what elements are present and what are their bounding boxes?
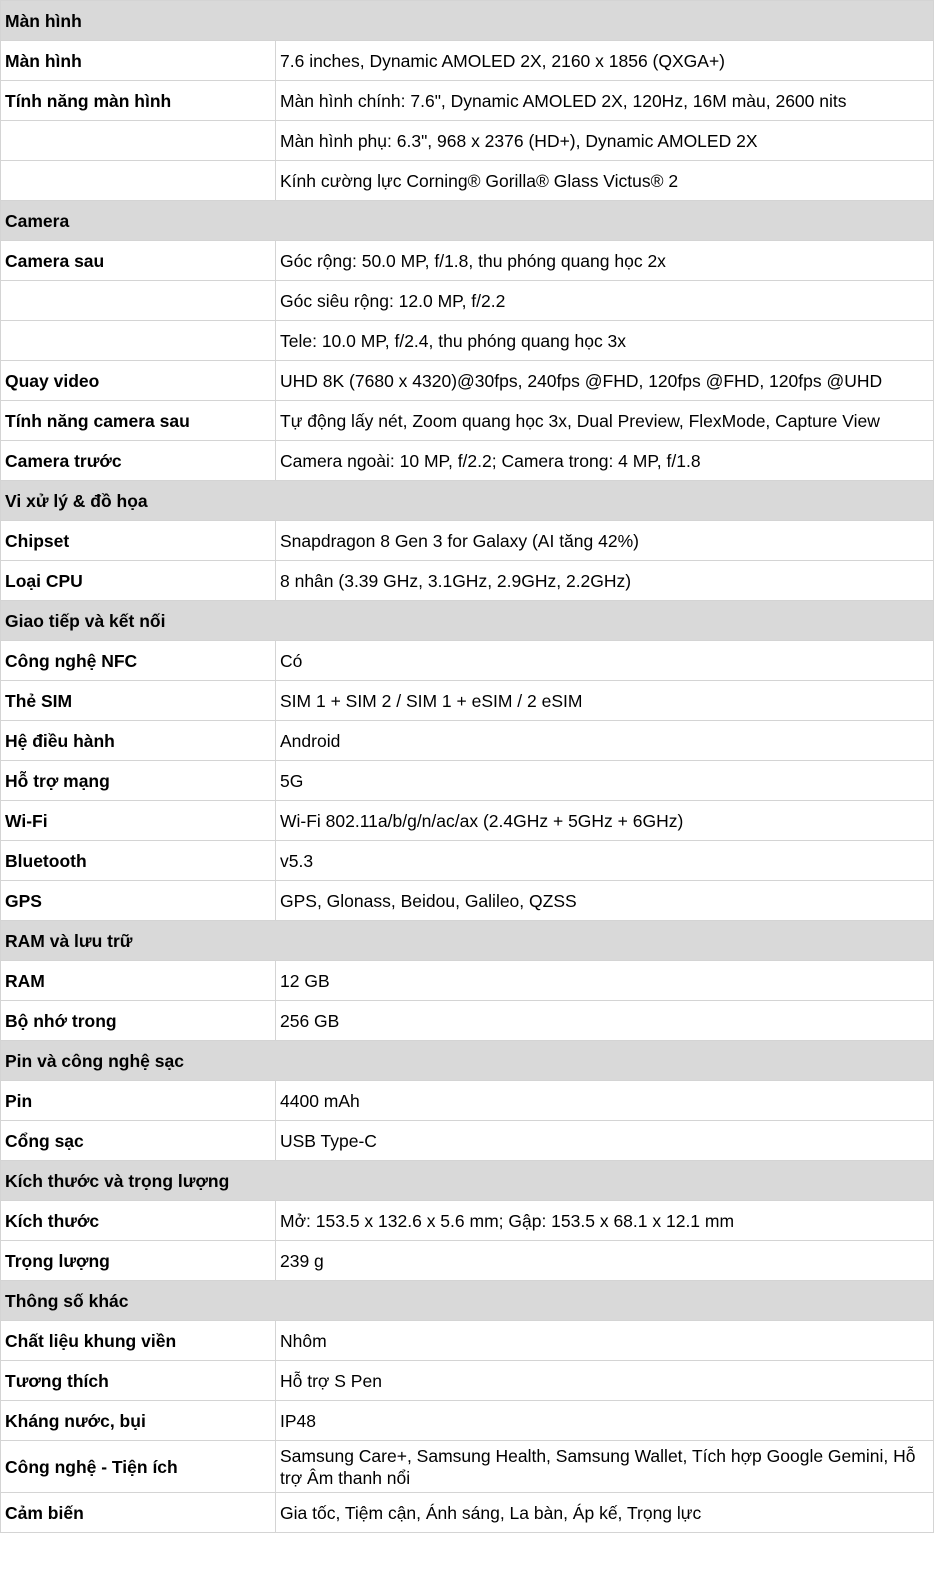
section-title: RAM và lưu trữ bbox=[1, 921, 934, 961]
spec-value: Wi-Fi 802.11a/b/g/n/ac/ax (2.4GHz + 5GHz + 6GHz) bbox=[276, 801, 934, 841]
section-header-screen bbox=[1, 1, 934, 41]
spec-value: 5G bbox=[276, 761, 934, 801]
spec-value: Snapdragon 8 Gen 3 for Galaxy (AI tăng 42%) bbox=[276, 521, 934, 561]
spec-label: Tương thích bbox=[1, 1361, 276, 1401]
table-row bbox=[1, 761, 934, 801]
spec-label bbox=[1, 121, 276, 161]
table-row bbox=[1, 161, 934, 201]
section-title: Kích thước và trọng lượng bbox=[1, 1161, 934, 1201]
spec-label: Bluetooth bbox=[1, 841, 276, 881]
section-header-dimensions bbox=[1, 1161, 934, 1201]
spec-value: UHD 8K (7680 x 4320)@30fps, 240fps @FHD, 120fps @FHD, 120fps @UHD bbox=[276, 361, 934, 401]
section-title: Camera bbox=[1, 201, 934, 241]
spec-value: Samsung Care+, Samsung Health, Samsung Wallet, Tích hợp Google Gemini, Hỗ trợ Âm thanh nổi bbox=[276, 1441, 934, 1493]
table-row bbox=[1, 321, 934, 361]
spec-value: USB Type-C bbox=[276, 1121, 934, 1161]
table-row bbox=[1, 401, 934, 441]
spec-label: RAM bbox=[1, 961, 276, 1001]
table-row bbox=[1, 961, 934, 1001]
spec-label: Camera sau bbox=[1, 241, 276, 281]
spec-value: Gia tốc, Tiệm cận, Ánh sáng, La bàn, Áp kế, Trọng lực bbox=[276, 1493, 934, 1533]
table-row bbox=[1, 241, 934, 281]
spec-value: 7.6 inches, Dynamic AMOLED 2X, 2160 x 1856 (QXGA+) bbox=[276, 41, 934, 81]
spec-value: 8 nhân (3.39 GHz, 3.1GHz, 2.9GHz, 2.2GHz) bbox=[276, 561, 934, 601]
table-row bbox=[1, 121, 934, 161]
spec-label bbox=[1, 281, 276, 321]
table-row bbox=[1, 1121, 934, 1161]
spec-value: Màn hình phụ: 6.3", 968 x 2376 (HD+), Dynamic AMOLED 2X bbox=[276, 121, 934, 161]
table-row bbox=[1, 281, 934, 321]
table-row bbox=[1, 1001, 934, 1041]
spec-value: v5.3 bbox=[276, 841, 934, 881]
table-row bbox=[1, 1441, 934, 1493]
spec-value: Camera ngoài: 10 MP, f/2.2; Camera trong: 4 MP, f/1.8 bbox=[276, 441, 934, 481]
spec-label: Thẻ SIM bbox=[1, 681, 276, 721]
table-row bbox=[1, 1361, 934, 1401]
table-row bbox=[1, 801, 934, 841]
table-row bbox=[1, 441, 934, 481]
spec-label: Bộ nhớ trong bbox=[1, 1001, 276, 1041]
spec-value: Hỗ trợ S Pen bbox=[276, 1361, 934, 1401]
spec-label: Hỗ trợ mạng bbox=[1, 761, 276, 801]
spec-value: Kính cường lực Corning® Gorilla® Glass Victus® 2 bbox=[276, 161, 934, 201]
spec-label: GPS bbox=[1, 881, 276, 921]
section-header-other bbox=[1, 1281, 934, 1321]
spec-value: 256 GB bbox=[276, 1001, 934, 1041]
spec-label: Chất liệu khung viền bbox=[1, 1321, 276, 1361]
table-row bbox=[1, 1081, 934, 1121]
spec-value: IP48 bbox=[276, 1401, 934, 1441]
spec-label: Cảm biến bbox=[1, 1493, 276, 1533]
spec-label: Chipset bbox=[1, 521, 276, 561]
spec-value: 239 g bbox=[276, 1241, 934, 1281]
table-row bbox=[1, 1201, 934, 1241]
spec-label: Wi-Fi bbox=[1, 801, 276, 841]
spec-value: 4400 mAh bbox=[276, 1081, 934, 1121]
spec-label bbox=[1, 321, 276, 361]
spec-value: GPS, Glonass, Beidou, Galileo, QZSS bbox=[276, 881, 934, 921]
spec-label: Loại CPU bbox=[1, 561, 276, 601]
spec-label: Màn hình bbox=[1, 41, 276, 81]
table-row bbox=[1, 521, 934, 561]
section-title: Thông số khác bbox=[1, 1281, 934, 1321]
spec-label: Tính năng camera sau bbox=[1, 401, 276, 441]
section-header-storage bbox=[1, 921, 934, 961]
table-row bbox=[1, 361, 934, 401]
table-row bbox=[1, 841, 934, 881]
spec-value: SIM 1 + SIM 2 / SIM 1 + eSIM / 2 eSIM bbox=[276, 681, 934, 721]
spec-value: Nhôm bbox=[276, 1321, 934, 1361]
spec-label bbox=[1, 161, 276, 201]
spec-value: Tele: 10.0 MP, f/2.4, thu phóng quang học 3x bbox=[276, 321, 934, 361]
section-header-camera bbox=[1, 201, 934, 241]
section-title: Vi xử lý & đồ họa bbox=[1, 481, 934, 521]
spec-value: 12 GB bbox=[276, 961, 934, 1001]
spec-value: Màn hình chính: 7.6", Dynamic AMOLED 2X, 120Hz, 16M màu, 2600 nits bbox=[276, 81, 934, 121]
spec-label: Cổng sạc bbox=[1, 1121, 276, 1161]
section-title: Pin và công nghệ sạc bbox=[1, 1041, 934, 1081]
table-row bbox=[1, 681, 934, 721]
spec-label: Quay video bbox=[1, 361, 276, 401]
section-title: Giao tiếp và kết nối bbox=[1, 601, 934, 641]
table-row bbox=[1, 1321, 934, 1361]
spec-value: Góc siêu rộng: 12.0 MP, f/2.2 bbox=[276, 281, 934, 321]
table-row bbox=[1, 41, 934, 81]
section-header-battery bbox=[1, 1041, 934, 1081]
spec-label: Camera trước bbox=[1, 441, 276, 481]
table-row bbox=[1, 1401, 934, 1441]
spec-value: Mở: 153.5 x 132.6 x 5.6 mm; Gập: 153.5 x 68.1 x 12.1 mm bbox=[276, 1201, 934, 1241]
table-row bbox=[1, 1241, 934, 1281]
spec-label: Kháng nước, bụi bbox=[1, 1401, 276, 1441]
table-row bbox=[1, 561, 934, 601]
spec-value: Góc rộng: 50.0 MP, f/1.8, thu phóng quang học 2x bbox=[276, 241, 934, 281]
spec-label: Pin bbox=[1, 1081, 276, 1121]
spec-label: Trọng lượng bbox=[1, 1241, 276, 1281]
spec-label: Hệ điều hành bbox=[1, 721, 276, 761]
section-title: Màn hình bbox=[1, 1, 934, 41]
table-row bbox=[1, 721, 934, 761]
spec-value: Android bbox=[276, 721, 934, 761]
spec-table-body bbox=[1, 1, 934, 1533]
table-row bbox=[1, 81, 934, 121]
table-row bbox=[1, 1493, 934, 1533]
table-row bbox=[1, 881, 934, 921]
spec-label: Công nghệ - Tiện ích bbox=[1, 1441, 276, 1493]
spec-label: Tính năng màn hình bbox=[1, 81, 276, 121]
spec-label: Kích thước bbox=[1, 1201, 276, 1241]
table-row bbox=[1, 641, 934, 681]
spec-value: Có bbox=[276, 641, 934, 681]
section-header-connectivity bbox=[1, 601, 934, 641]
spec-value: Tự động lấy nét, Zoom quang học 3x, Dual Preview, FlexMode, Capture View bbox=[276, 401, 934, 441]
section-header-processor bbox=[1, 481, 934, 521]
spec-label: Công nghệ NFC bbox=[1, 641, 276, 681]
